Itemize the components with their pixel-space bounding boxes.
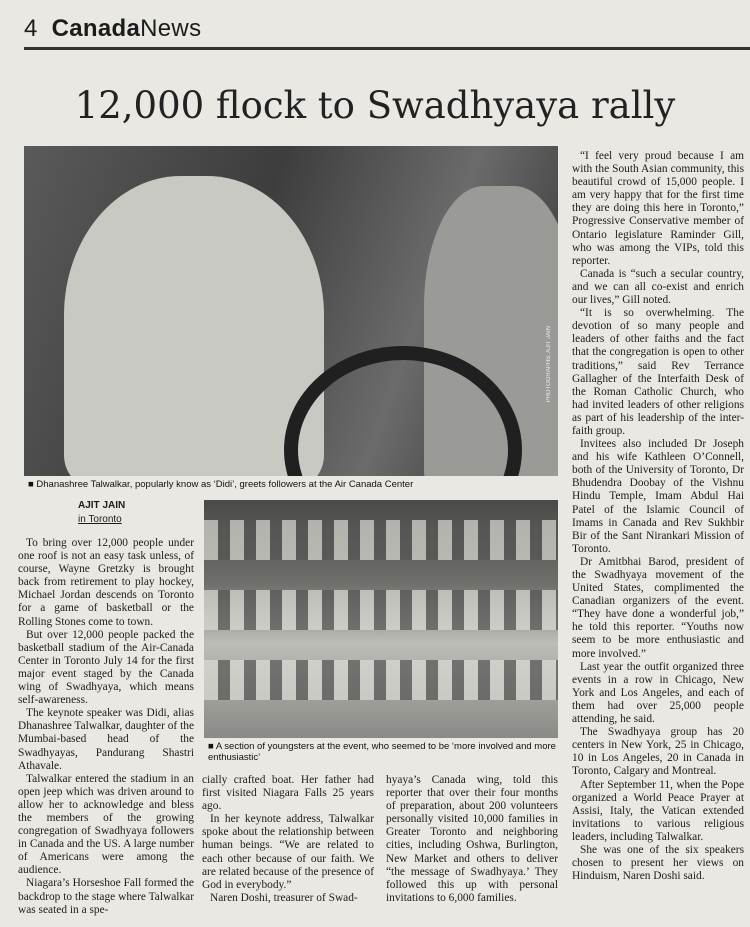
- paragraph: Talwalkar entered the stadium in an open jeep which was driven around to allow her to acknowledge and bless the members of the growing congregation of Swadhyaya followers in Canada and the US. A large number of Americans were among the audience.: [18, 772, 194, 877]
- paragraph: She was one of the six speakers chosen to present her views on Hinduism, Naren Doshi said.: [572, 843, 744, 883]
- byline-name: AJIT JAIN: [78, 500, 126, 511]
- article-column-3: [386, 774, 558, 905]
- paragraph: Dr Amitbhai Barod, president of the Swadhyaya movement of the United States, complimented the Canadian organizers of the event. “They have done a wonderful job,” he told this reporter. “Youths now seem to be more enthusiastic and more involved.”: [572, 555, 744, 660]
- main-photo-caption: ■ Dhanashree Talwalkar, popularly know as ‘Didi’, greets followers at the Air Canada Center: [28, 479, 414, 490]
- byline-location: in Toronto: [78, 514, 122, 525]
- header-rule: [24, 47, 750, 50]
- photo-crowd-row: [204, 590, 558, 630]
- paragraph: The keynote speaker was Didi, alias Dhanashree Talwalkar, daughter of the Mumbai-based head of the Swadhyayas, Pandurang Shastri Athavale.: [18, 707, 194, 772]
- paragraph: But over 12,000 people packed the basketball stadium of the Air-Canada Center in Toronto July 14 for the first major event staged by the Canada wing of Swadhyaya, which means self-awareness.: [18, 628, 194, 707]
- photo-crowd-row: [204, 520, 558, 560]
- paragraph: “I feel very proud because I am with the South Asian community, this beautiful crowd of 15,000 people. I am very happy that for the first time they are doing this here in Toronto,” Progressive Conservative member of Ontario legislature Raminder Gill, who was among the VIPs, told this reporter.: [572, 150, 744, 267]
- second-photo: [204, 500, 558, 738]
- paragraph: hyaya’s Canada wing, told this reporter that over their four months of preparation, about 200 volunteers personally visited 10,000 families in Greater Toronto and neighboring cities, including Oshwa, Burlington, New Market and others to deliver “the message of Swadhyaya.’ They followed this up with personal invitations to 6,000 families.: [386, 774, 558, 904]
- photo-credit: PHOTOGRAPHS: AJIT JAIN: [546, 326, 552, 403]
- section-name-light: News: [140, 15, 202, 42]
- article-column-4: [572, 150, 744, 883]
- paragraph: Niagara’s Horseshoe Fall formed the backdrop to the stage where Talwalkar was seated in a spe-: [18, 877, 194, 916]
- second-photo-caption-text: A section of youngsters at the event, who seemed to be ‘more involved and more enthusiastic’: [208, 741, 556, 763]
- page-number: 4: [24, 15, 38, 42]
- article-column-1: [18, 537, 194, 917]
- byline: [24, 499, 194, 527]
- paragraph: “It is so overwhelming. The devotion of so many people and leaders of other faiths and the fact that the congregation is open to other traditions,” said Rev Terrance Gallagher of the Interfaith Desk of the Roman Catholic Church, who had invited leaders of other religions as part of his leadership of the inter-faith group.: [572, 307, 744, 437]
- main-photo: [24, 146, 558, 476]
- article-column-2: [202, 774, 374, 905]
- paragraph: Last year the outfit organized three events in a row in Chicago, New York and Los Angeles, and each of them had over 25,000 people attending, he said.: [572, 660, 744, 726]
- paragraph: Naren Doshi, treasurer of Swad-: [210, 891, 358, 904]
- section-header: [24, 14, 201, 44]
- second-photo-caption: ■ A section of youngsters at the event, who seemed to be ‘more involved and more enthusiastic’: [208, 741, 556, 763]
- paragraph: After September 11, when the Pope organized a World Peace Prayer at Assisi, Italy, the Vatican extended invitations to various religious leaders, including Talwalkar.: [572, 778, 744, 843]
- article-headline: 12,000 flock to Swadhyaya rally: [74, 84, 676, 127]
- photo-crowd-row: [204, 660, 558, 700]
- paragraph: To bring over 12,000 people under one roof is not an easy task unless, of course, Wayne Gretzky is brought back from retirement to play hockey, Michael Jordan descends on Toronto for a game of basketball or the Rolling Stones come to town.: [18, 537, 194, 628]
- section-name-bold: Canada: [51, 15, 141, 42]
- main-photo-caption-text: Dhanashree Talwalkar, popularly know as ‘Didi’, greets followers at the Air Canada Center: [36, 479, 414, 490]
- paragraph: cially crafted boat. Her father had first visited Niagara Falls 25 years ago.: [202, 774, 374, 813]
- paragraph: Canada is “such a secular country, and we can all co-exist and enrich our lives,” Gill noted.: [572, 267, 744, 307]
- paragraph: In her keynote address, Talwalkar spoke about the relationship between human beings. “We are related to each other because of our faith. We are related because of the presence of God in everybody.”: [202, 813, 374, 891]
- paragraph: Invitees also included Dr Joseph and his wife Kathleen O’Connell, both of the University of Toronto, Dr Bhudendra Doobay of the Vishnu Hindu Temple, Imam Abdul Hai Patel of the Islamic Council of Imams in Canada and Rev Sukhbir Bir of the Sant Nirankari Mission of Toronto.: [572, 438, 744, 555]
- paragraph: The Swadhyaya group has 20 centers in New York, 25 in Chicago, 10 in Los Angeles, 20 in Canada in Toronto, Calgary and Montreal.: [572, 726, 744, 778]
